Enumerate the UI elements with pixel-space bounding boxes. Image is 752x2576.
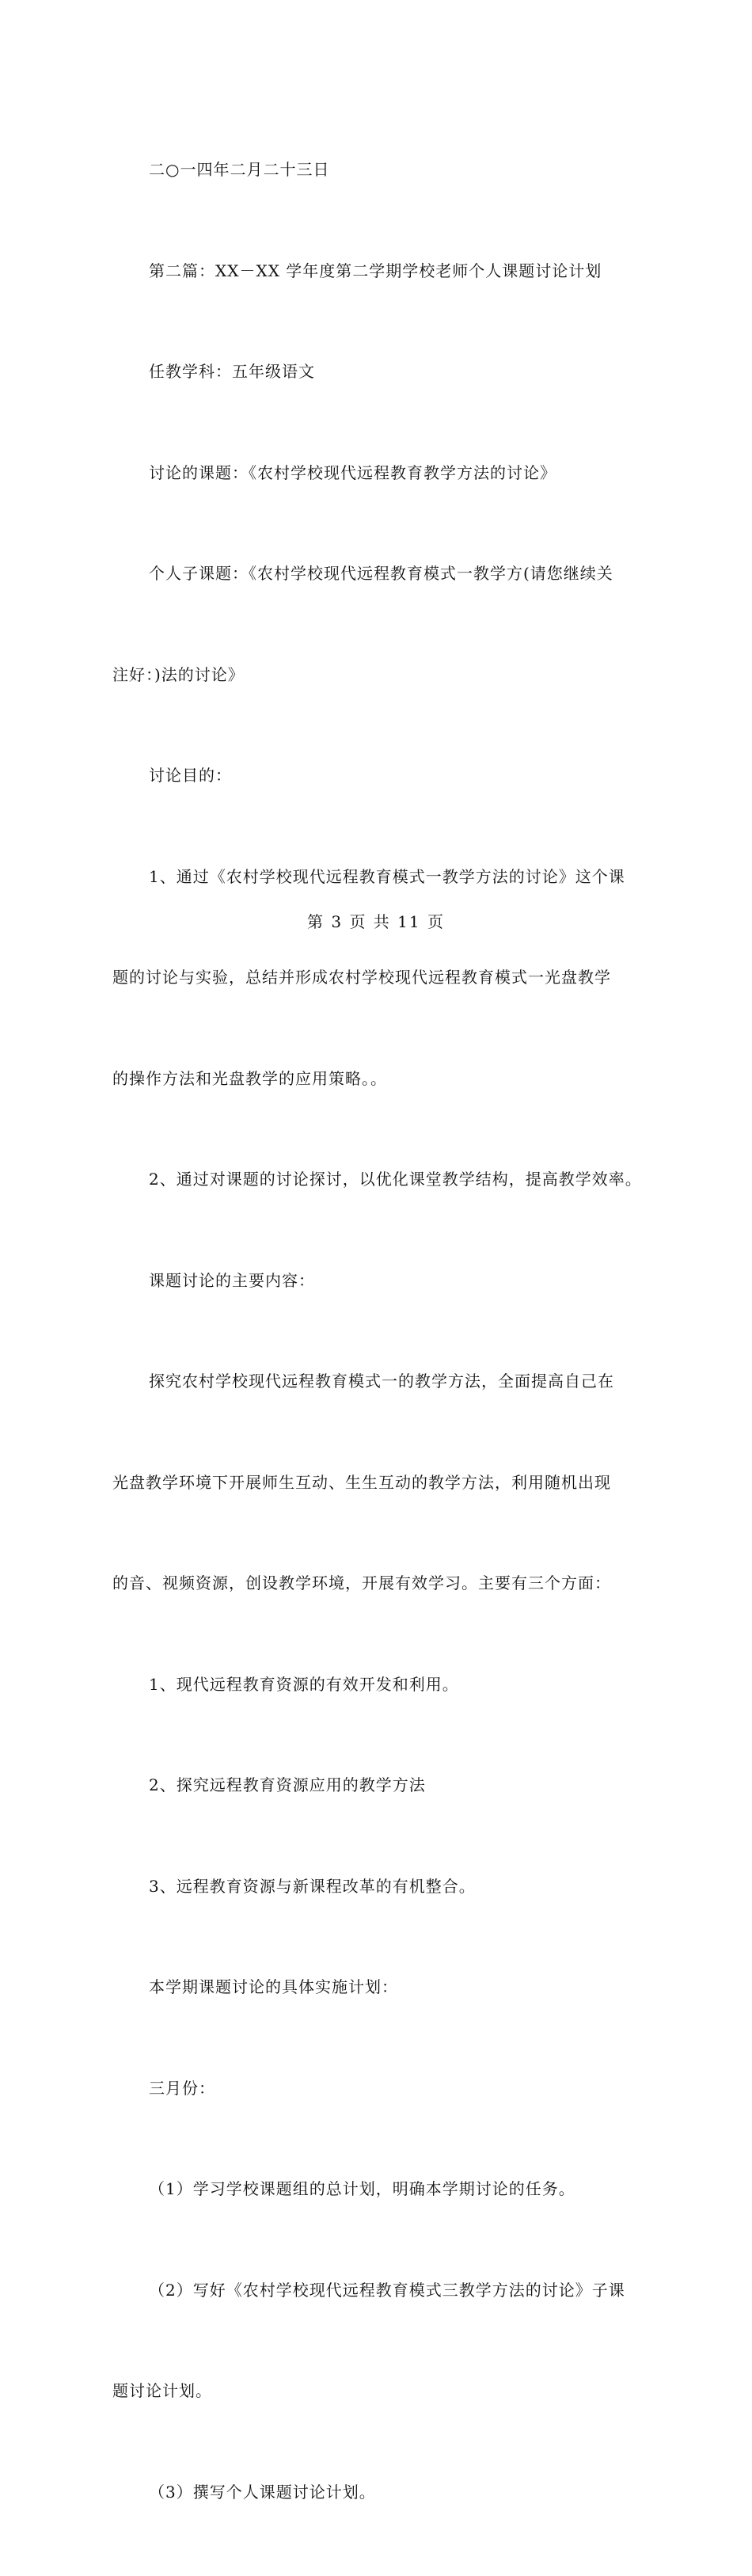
- content-item-2: 2、探究远程教育资源应用的教学方法: [149, 1775, 426, 1794]
- content-item-3: 3、远程教育资源与新课程改革的有机整合。: [149, 1876, 476, 1896]
- purpose-item-1-cont: 题的讨论与实验，总结并形成农村学校现代远程教育模式一光盘教学: [112, 968, 611, 987]
- content-paragraph: 探究农村学校现代远程教育模式一的教学方法，全面提高自己在: [149, 1372, 614, 1391]
- plan-item-3: （3）撰写个人课题讨论计划。: [149, 2482, 376, 2502]
- month-heading-march: 三月份：: [149, 2078, 215, 2098]
- article-title: 第二篇：XX－XX 学年度第二学期学校老师个人课题讨论计划: [149, 261, 602, 280]
- content-item-1: 1、现代远程教育资源的有效开发和利用。: [149, 1674, 459, 1694]
- page-number-footer: 第 3 页 共 11 页: [307, 912, 445, 931]
- purpose-item-2: 2、通过对课题的讨论探讨，以优化课堂教学结构，提高教学效率。: [149, 1170, 642, 1189]
- subject-line: 任教学科：五年级语文: [149, 362, 315, 381]
- plan-item-1: （1）学习学校课题组的总计划，明确本学期讨论的任务。: [149, 2179, 575, 2198]
- plan-item-2: （2）写好《农村学校现代远程教育模式三教学方法的讨论》子课: [149, 2280, 625, 2300]
- content-paragraph-cont: 的音、视频资源，创设教学环境，开展有效学习。主要有三个方面：: [112, 1573, 611, 1592]
- purpose-item-1-cont: 的操作方法和光盘教学的应用策略。。: [112, 1068, 387, 1088]
- section-heading-content: 课题讨论的主要内容：: [149, 1270, 315, 1290]
- document-text: [112, 86, 651, 2576]
- section-heading-plan: 本学期课题讨论的具体实施计划：: [149, 1977, 398, 1996]
- plan-item-2-cont: 题讨论计划。: [112, 2381, 212, 2400]
- purpose-item-1: 1、通过《农村学校现代远程教育模式一教学方法的讨论》这个课: [149, 866, 625, 886]
- topic-line: 讨论的课题：《农村学校现代远程教育教学方法的讨论》: [149, 462, 556, 482]
- subtopic-line-cont: 注好：)法的讨论》: [112, 664, 245, 684]
- date-line: 二○一四年二月二十三日: [149, 160, 330, 179]
- section-heading-purpose: 讨论目的：: [149, 766, 232, 785]
- subtopic-line: 个人子课题：《农村学校现代远程教育模式一教学方(请您继续关: [149, 564, 613, 583]
- content-paragraph-cont: 光盘教学环境下开展师生互动、生生互动的教学方法，利用随机出现: [112, 1472, 611, 1492]
- document-body: [112, 86, 651, 2576]
